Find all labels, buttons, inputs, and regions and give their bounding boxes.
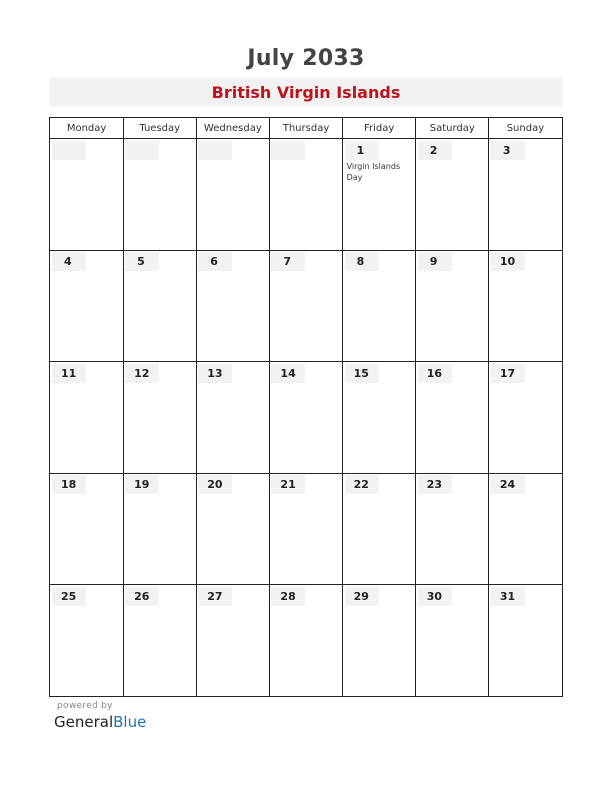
day-number: 21 <box>271 475 305 494</box>
day-cell-20[interactable] <box>196 473 269 584</box>
day-number: 20 <box>198 475 232 494</box>
day-cell-11[interactable] <box>50 362 123 473</box>
day-cell-22[interactable] <box>343 473 416 584</box>
day-number: 11 <box>52 364 86 383</box>
day-cell-19[interactable] <box>123 473 196 584</box>
day-number: 30 <box>418 587 452 606</box>
day-cell-26[interactable] <box>123 585 196 696</box>
day-cell-21[interactable] <box>269 473 342 584</box>
brand-general-text: General <box>54 713 114 731</box>
day-cell-3[interactable] <box>489 139 562 250</box>
day-number: 27 <box>198 587 232 606</box>
holiday-label: Virgin Islands Day <box>346 162 401 182</box>
day-cell-25[interactable] <box>50 585 123 696</box>
day-number: 4 <box>52 252 86 271</box>
day-cell-30[interactable] <box>416 585 489 696</box>
weekday-header-5: Saturday <box>429 123 475 134</box>
weekday-header-3: Thursday <box>282 123 330 134</box>
day-number: 7 <box>271 252 305 271</box>
brand-blue-text: Blue <box>113 713 147 731</box>
day-number: 28 <box>271 587 305 606</box>
day-number: 13 <box>198 364 232 383</box>
day-number: 8 <box>345 252 379 271</box>
weekday-header-6: Sunday <box>506 123 545 134</box>
day-number: 12 <box>125 364 159 383</box>
day-number: 17 <box>491 364 525 383</box>
weekday-header-0: Monday <box>66 123 107 134</box>
weekday-header-4: Friday <box>363 123 395 134</box>
day-number: 14 <box>271 364 305 383</box>
day-cell-8[interactable] <box>343 250 416 361</box>
day-number <box>52 141 86 160</box>
day-cell-15[interactable] <box>343 362 416 473</box>
day-cell-28[interactable] <box>269 585 342 696</box>
day-number <box>125 141 159 160</box>
day-number: 19 <box>125 475 159 494</box>
day-number: 16 <box>418 364 452 383</box>
day-cell-10[interactable] <box>489 250 562 361</box>
day-cell-17[interactable] <box>489 362 562 473</box>
day-number: 25 <box>52 587 86 606</box>
day-number: 29 <box>345 587 379 606</box>
day-cell-7[interactable] <box>269 250 342 361</box>
day-number: 18 <box>52 475 86 494</box>
country-name: British Virgin Islands <box>49 78 563 106</box>
day-cell-1[interactable] <box>343 139 416 250</box>
day-cell-16[interactable] <box>416 362 489 473</box>
day-cell-13[interactable] <box>196 362 269 473</box>
day-cell-23[interactable] <box>416 473 489 584</box>
day-number: 26 <box>125 587 159 606</box>
day-number: 6 <box>198 252 232 271</box>
day-cell-24[interactable] <box>489 473 562 584</box>
day-cell-14[interactable] <box>269 362 342 473</box>
day-cell-2[interactable] <box>416 139 489 250</box>
day-number: 10 <box>491 252 525 271</box>
empty-day-cell <box>269 139 342 250</box>
calendar-grid <box>49 117 563 697</box>
day-number: 24 <box>491 475 525 494</box>
page-title: July 2033 <box>247 46 365 71</box>
day-number: 22 <box>345 475 379 494</box>
day-number <box>271 141 305 160</box>
empty-day-cell <box>123 139 196 250</box>
day-cell-9[interactable] <box>416 250 489 361</box>
day-number: 15 <box>345 364 379 383</box>
day-cell-12[interactable] <box>123 362 196 473</box>
day-cell-27[interactable] <box>196 585 269 696</box>
day-number: 2 <box>418 141 452 160</box>
weekday-header-2: Wednesday <box>203 123 262 134</box>
day-cell-6[interactable] <box>196 250 269 361</box>
day-cell-5[interactable] <box>123 250 196 361</box>
powered-by-label: powered by <box>57 701 113 711</box>
day-cell-31[interactable] <box>489 585 562 696</box>
day-number: 3 <box>491 141 525 160</box>
empty-day-cell <box>50 139 123 250</box>
empty-day-cell <box>196 139 269 250</box>
day-number: 23 <box>418 475 452 494</box>
day-number: 5 <box>125 252 159 271</box>
day-number: 1 <box>345 141 379 160</box>
generalblue-logo[interactable] <box>54 713 146 731</box>
day-number: 31 <box>491 587 525 606</box>
day-number <box>198 141 232 160</box>
weekday-header-row <box>50 118 562 139</box>
day-number: 9 <box>418 252 452 271</box>
day-cell-18[interactable] <box>50 473 123 584</box>
day-cell-29[interactable] <box>343 585 416 696</box>
day-cell-4[interactable] <box>50 250 123 361</box>
weekday-header-1: Tuesday <box>139 123 181 134</box>
